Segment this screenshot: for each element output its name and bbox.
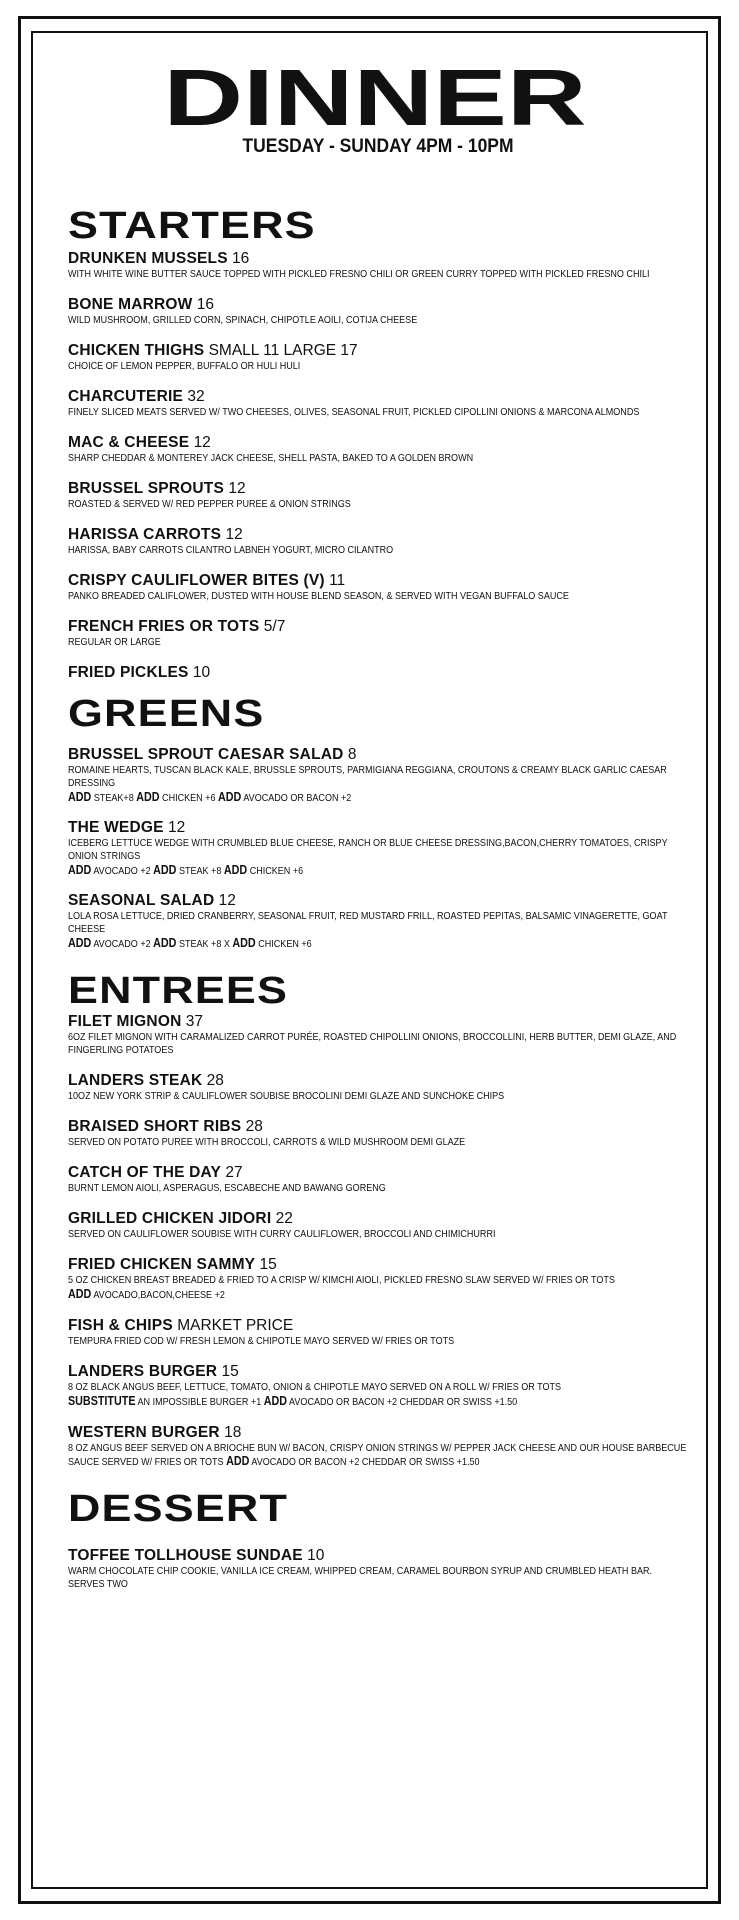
menu-item — [68, 892, 688, 951]
menu-item-price: 10 — [307, 1547, 325, 1564]
menu-item-heading — [68, 1210, 688, 1228]
menu-item-description: 5 OZ CHICKEN BREAST BREADED & FRIED TO A CRISP W/ KIMCHI AIOLI, PICKLED FRESNO SLAW SERVED W/ FRIES OR TOTS — [68, 1274, 615, 1286]
add-on-text: AVOCADO OR BACON +2 CHEDDAR OR SWISS +1.50 — [289, 1396, 518, 1408]
menu-item-description: 8 OZ BLACK ANGUS BEEF, LETTUCE, TOMATO, ONION & CHIPOTLE MAYO SERVED ON A ROLL W/ FRIES OR TOTS — [68, 1381, 562, 1393]
section-greens — [68, 694, 688, 951]
menu-item-price: 16 — [232, 250, 250, 267]
menu-item-heading — [68, 618, 688, 636]
add-on-text: CHICKEN +6 — [258, 938, 312, 950]
menu-item-price: 12 — [228, 480, 246, 497]
item-list-starters — [68, 250, 688, 682]
menu-item — [68, 388, 688, 419]
menu-item-price: 18 — [224, 1424, 242, 1441]
menu-item-heading — [68, 250, 688, 268]
menu-item-description: LOLA ROSA LETTUCE, DRIED CRANBERRY, SEASONAL FRUIT, RED MUSTARD FRILL, ROASTED PEPITAS, BALSAMIC VINAGERETTE, GOAT CHEESE — [68, 910, 668, 935]
menu-item — [68, 1072, 688, 1103]
menu-item-description: PANKO BREADED CALIFLOWER, DUSTED WITH HOUSE BLEND SEASON, & SERVED WITH VEGAN BUFFALO SAUCE — [68, 590, 569, 602]
menu-item-description: SHARP CHEDDAR & MONTEREY JACK CHEESE, SHELL PASTA, BAKED TO A GOLDEN BROWN — [68, 452, 474, 464]
menu-item-name: BRUSSEL SPROUTS — [68, 480, 225, 497]
menu-item — [68, 664, 688, 682]
menu-item-price: 15 — [259, 1256, 277, 1273]
menu-item — [68, 746, 688, 805]
menu-item-price: 12 — [218, 892, 236, 909]
menu-item — [68, 1363, 688, 1409]
menu-item-name: BONE MARROW — [68, 296, 193, 313]
menu-item-heading — [68, 892, 688, 910]
menu-item-price: 10 — [192, 664, 211, 681]
menu-item-price: 32 — [187, 388, 205, 405]
menu-item-name: FISH & CHIPS — [68, 1317, 173, 1334]
menu-item-heading — [68, 1547, 688, 1565]
add-on-text: CHICKEN +6 — [162, 792, 216, 804]
menu-item-price: 37 — [185, 1013, 204, 1030]
menu-item — [68, 1118, 688, 1149]
menu-item-description: WILD MUSHROOM, GRILLED CORN, SPINACH, CHIPOTLE AOILI, COTIJA CHEESE — [68, 314, 418, 326]
add-on-keyword: ADD — [68, 936, 92, 950]
menu-item-description: ROASTED & SERVED W/ RED PEPPER PUREE & ONION STRINGS — [68, 498, 351, 510]
add-on-keyword: ADD — [68, 1287, 92, 1301]
menu-item-heading — [68, 1363, 688, 1381]
menu-item-heading — [68, 1072, 688, 1090]
menu-item-heading — [68, 1164, 688, 1182]
add-on-keyword: ADD — [136, 790, 160, 804]
menu-item-name: CATCH OF THE DAY — [68, 1164, 222, 1181]
item-list-dessert — [68, 1547, 688, 1591]
add-on-text: AVOCADO OR BACON +2 CHEDDAR OR SWISS +1.50 — [251, 1456, 480, 1468]
menu-item-price: 27 — [225, 1164, 243, 1181]
menu-item-name: CHARCUTERIE — [68, 388, 184, 405]
menu-item-price: 28 — [245, 1118, 263, 1135]
menu-item-description: WARM CHOCOLATE CHIP COOKIE, VANILLA ICE CREAM, WHIPPED CREAM, CARAMEL BOURBON SYRUP AND CRUMBLED HEATH BAR. SERVES TWO — [68, 1565, 653, 1590]
menu-item-price: 15 — [221, 1363, 239, 1380]
menu-item — [68, 1547, 688, 1591]
menu-item — [68, 526, 688, 557]
menu-item-name: FRIED CHICKEN SAMMY — [68, 1256, 256, 1273]
add-on-keyword: ADD — [223, 863, 248, 877]
menu-item-price: SMALL 11 LARGE 17 — [208, 342, 358, 359]
menu-item-description: 6OZ FILET MIGNON WITH CARAMALIZED CARROT PURÉE, ROASTED CHIPOLLINI ONIONS, BROCCOLLINI, HERB BUTTER, DEMI GLAZE, AND FINGERLING POTATOES — [68, 1031, 677, 1056]
add-on-keyword: ADD — [232, 936, 256, 950]
menu-item-price: 22 — [275, 1210, 293, 1227]
menu-item-description: 10OZ NEW YORK STRIP & CAULIFLOWER SOUBISE BROCOLINI DEMI GLAZE AND SUNCHOKE CHIPS — [68, 1090, 505, 1102]
section-title-dessert: DESSERT — [68, 1488, 289, 1530]
menu-item-name: CHICKEN THIGHS — [68, 342, 205, 359]
add-on-keyword: ADD — [263, 1394, 288, 1408]
menu-item — [68, 1164, 688, 1195]
menu-item-heading — [68, 296, 688, 314]
menu-item-heading — [68, 1317, 688, 1335]
menu-item-price: 12 — [225, 526, 243, 543]
menu-item-price: 28 — [206, 1072, 224, 1089]
menu-item-price: 5/7 — [263, 618, 286, 635]
menu-item-heading — [68, 342, 688, 360]
menu-item-name: DRUNKEN MUSSELS — [68, 250, 228, 267]
menu-content — [68, 53, 688, 1591]
menu-item-description: TEMPURA FRIED COD W/ FRESH LEMON & CHIPOTLE MAYO SERVED W/ FRIES OR TOTS — [68, 1335, 455, 1347]
menu-item — [68, 819, 688, 878]
section-title-entrees: ENTREES — [68, 970, 289, 1012]
add-on-text: STEAK+8 — [93, 792, 134, 804]
item-list-entrees — [68, 1013, 688, 1469]
add-on-keyword: ADD — [153, 863, 177, 877]
menu-item-description: ICEBERG LETTUCE WEDGE WITH CRUMBLED BLUE CHEESE, RANCH OR BLUE CHEESE DRESSING,BACON,CHERRY TOMATOES, CRISPY ONION STRINGS — [68, 837, 668, 862]
menu-item — [68, 434, 688, 465]
menu-item — [68, 250, 688, 281]
menu-item-price: 16 — [196, 296, 215, 313]
menu-item-price: 8 — [347, 746, 357, 763]
menu-item — [68, 342, 688, 373]
menu-item-heading — [68, 1118, 688, 1136]
menu-item-heading — [68, 1256, 688, 1274]
add-on-text: STEAK +8 — [178, 865, 222, 877]
menu-item-name: SEASONAL SALAD — [68, 892, 215, 909]
add-on-line — [68, 863, 687, 878]
menu-item — [68, 572, 688, 603]
add-on-keyword: ADD — [153, 936, 177, 950]
add-on-text: AN IMPOSSIBLE BURGER +1 — [137, 1396, 262, 1408]
menu-item-description: HARISSA, BABY CARROTS CILANTRO LABNEH YOGURT, MICRO CILANTRO — [68, 544, 394, 556]
menu-item-description: BURNT LEMON AIOLI, ASPERAGUS, ESCABECHE AND BAWANG GORENG — [68, 1182, 386, 1194]
add-on-keyword: ADD — [218, 790, 242, 804]
menu-item-description: SERVED ON POTATO PUREE WITH BROCCOLI, CARROTS & WILD MUSHROOM DEMI GLAZE — [68, 1136, 466, 1148]
section-title-starters: STARTERS — [68, 205, 316, 247]
menu-item-name: WESTERN BURGER — [68, 1424, 220, 1441]
add-on-keyword: SUBSTITUTE — [68, 1394, 136, 1408]
menu-item-heading — [68, 664, 688, 682]
menu-item-name: LANDERS BURGER — [68, 1363, 218, 1380]
menu-item-description — [68, 1442, 687, 1469]
menu-item-name: BRAISED SHORT RIBS — [68, 1118, 242, 1135]
add-on-text: STEAK +8 X — [178, 938, 230, 950]
menu-item-description: FINELY SLICED MEATS SERVED W/ TWO CHEESES, OLIVES, SEASONAL FRUIT, PICKLED CIPOLLINI ONIONS & MARCONA ALMONDS — [68, 406, 640, 418]
menu-item-price: 12 — [193, 434, 211, 451]
menu-item-description: REGULAR OR LARGE — [68, 636, 161, 648]
add-on-text: AVOCADO OR BACON +2 — [243, 792, 352, 804]
menu-item-name: HARISSA CARROTS — [68, 526, 222, 543]
add-on-line — [68, 936, 687, 951]
add-on-line — [68, 1394, 687, 1409]
menu-item — [68, 296, 688, 327]
menu-item-heading — [68, 526, 688, 544]
menu-item-name: CRISPY CAULIFLOWER BITES (V) — [68, 572, 325, 589]
menu-item-name: TOFFEE TOLLHOUSE SUNDAE — [68, 1547, 303, 1564]
menu-item — [68, 480, 688, 511]
menu-item-name: BRUSSEL SPROUT CAESAR SALAD — [68, 746, 344, 763]
add-on-keyword: ADD — [68, 863, 92, 877]
menu-item — [68, 1256, 688, 1302]
add-on-text: AVOCADO +2 — [93, 865, 151, 877]
hours-subtitle: TUESDAY - SUNDAY 4PM - 10PM — [242, 136, 514, 157]
menu-item-description: ROMAINE HEARTS, TUSCAN BLACK KALE, BRUSSLE SPROUTS, PARMIGIANA REGGIANA, CROUTONS & CREAMY BLACK GARLIC CAESAR DRESSING — [68, 764, 667, 789]
add-on-keyword: ADD — [68, 790, 92, 804]
menu-item-heading — [68, 434, 688, 452]
menu-item — [68, 618, 688, 649]
menu-item-heading — [68, 388, 688, 406]
menu-item-name: GRILLED CHICKEN JIDORI — [68, 1210, 272, 1227]
section-entrees — [68, 971, 688, 1469]
add-on-line — [68, 790, 687, 805]
add-on-keyword: ADD — [226, 1454, 250, 1468]
add-on-text: CHICKEN +6 — [249, 865, 304, 877]
add-on-text: AVOCADO +2 — [93, 938, 151, 950]
menu-item-name: FRIED PICKLES — [68, 664, 189, 681]
menu-item-heading — [68, 746, 688, 764]
menu-item-description: SERVED ON CAULIFLOWER SOUBISE WITH CURRY CAULIFLOWER, BROCCOLI AND CHIMICHURRI — [68, 1228, 496, 1240]
add-on-text: AVOCADO,BACON,CHEESE +2 — [93, 1289, 225, 1301]
menu-item — [68, 1210, 688, 1241]
menu-item-heading — [68, 819, 688, 837]
menu-item-name: FRENCH FRIES OR TOTS — [68, 618, 260, 635]
menu-item-description-text: 8 OZ ANGUS BEEF SERVED ON A BRIOCHE BUN W/ BACON, CRISPY ONION STRINGS W/ PEPPER JACK CHEESE AND OUR HOUSE BARBECUE SAUCE SERVED W/ FRIES OR TOTS — [68, 1442, 687, 1468]
page-title: DINNER — [163, 53, 587, 142]
add-on-line — [68, 1287, 687, 1302]
menu-item-name: FILET MIGNON — [68, 1013, 182, 1030]
menu-item — [68, 1317, 688, 1348]
menu-item-description: CHOICE OF LEMON PEPPER, BUFFALO OR HULI HULI — [68, 360, 301, 372]
menu-item-price: 11 — [329, 572, 346, 589]
menu-item-name: LANDERS STEAK — [68, 1072, 203, 1089]
menu-item-name: MAC & CHEESE — [68, 434, 190, 451]
menu-item-name: THE WEDGE — [68, 819, 164, 836]
item-list-greens — [68, 746, 688, 951]
menu-item — [68, 1013, 688, 1057]
menu-item-heading — [68, 1013, 688, 1031]
menu-item-description: WITH WHITE WINE BUTTER SAUCE TOPPED WITH PICKLED FRESNO CHILI OR GREEN CURRY TOPPED WITH PICKLED FRESNO CHILI — [68, 268, 650, 280]
section-starters — [68, 206, 688, 682]
menu-item-heading — [68, 572, 688, 590]
section-title-greens: GREENS — [68, 693, 265, 735]
menu-item-price: 12 — [167, 819, 186, 836]
section-dessert — [68, 1489, 688, 1591]
menu-item-price: MARKET PRICE — [177, 1317, 294, 1334]
menu-item — [68, 1424, 688, 1469]
menu-item-heading — [68, 480, 688, 498]
menu-item-heading — [68, 1424, 688, 1442]
